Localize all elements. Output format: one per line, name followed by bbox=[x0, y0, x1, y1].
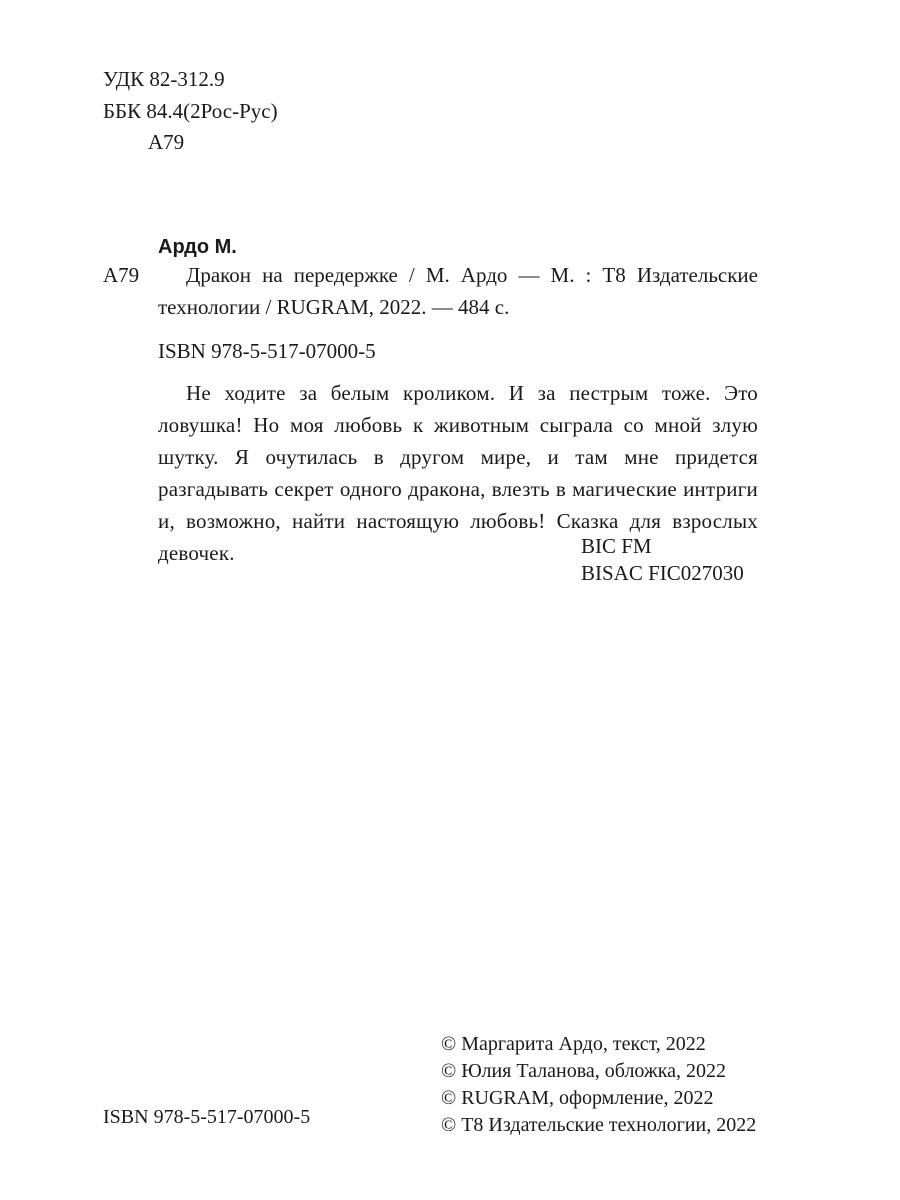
bic-code: BIC FM bbox=[581, 534, 652, 558]
copyright-block bbox=[441, 1031, 756, 1139]
annotation bbox=[158, 377, 758, 569]
copyright-line: © Юлия Таланова, обложка, 2022 bbox=[441, 1060, 727, 1082]
annotation-text: Не ходите за белым кроликом. И за пестрым тоже. Это ловушка! Но моя любовь к животным сыграла со мной злую шутку. Я очутилась в другом мире, и там мне придется разгадывать секрет одного дракона, влезть в магические интриги и, возможно, найти настоящую любовь! Сказка для взрослых девочек. bbox=[158, 381, 758, 565]
bibliographic-description bbox=[158, 259, 758, 323]
copyright-line: © RUGRAM, оформление, 2022 bbox=[441, 1087, 714, 1109]
bbk-code: ББК 84.4(2Рос-Рус) bbox=[103, 99, 278, 123]
copyright-line: © Т8 Издательские технологии, 2022 bbox=[441, 1114, 757, 1136]
author-sign: А79 bbox=[103, 263, 140, 287]
author-sign-top: А79 bbox=[148, 130, 185, 154]
author-name: Ардо М. bbox=[158, 236, 237, 258]
isbn-footer: ISBN 978-5-517-07000-5 bbox=[103, 1106, 311, 1128]
udk-code: УДК 82-312.9 bbox=[103, 67, 225, 91]
description-text: Дракон на передержке / М. Ардо — М. : Т8 Издательские технологии / RUGRAM, 2022. — 484 с. bbox=[158, 263, 758, 319]
bisac-code: BISAC FIC027030 bbox=[581, 561, 744, 585]
copyright-line: © Маргарита Ардо, текст, 2022 bbox=[441, 1033, 706, 1055]
isbn: ISBN 978-5-517-07000-5 bbox=[158, 339, 376, 363]
